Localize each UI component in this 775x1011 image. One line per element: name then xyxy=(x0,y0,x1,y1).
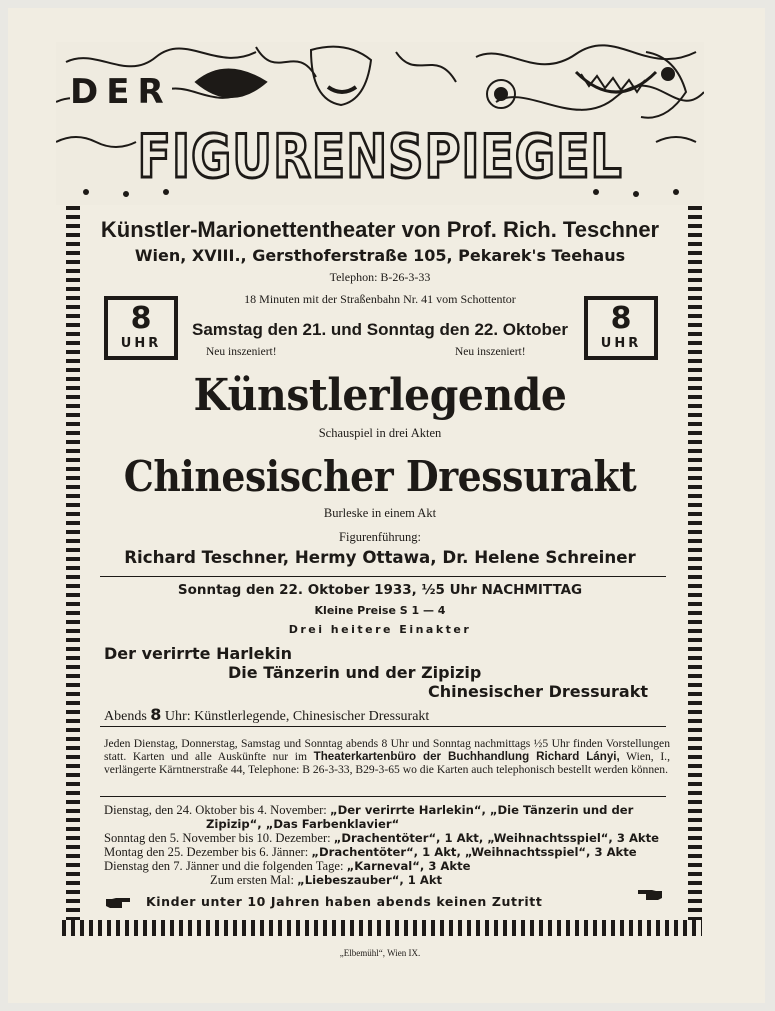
schedule-plays: „Das Farbenklavier“ xyxy=(265,817,400,831)
pointing-hand-right-icon xyxy=(104,897,132,909)
bottom-border-stripes xyxy=(62,920,702,936)
schedule-dates: Sonntag den 5. November bis 10. Dezember: xyxy=(104,831,334,845)
evening-prefix: Abends xyxy=(104,709,147,724)
matinee-heading: Drei heitere Einakter xyxy=(288,623,472,636)
schedule-plays: „Karneval“, 3 Akte xyxy=(346,859,471,873)
schedule-row xyxy=(104,846,637,860)
evening-rest: Uhr: Künstlerlegende, Chinesischer Dressurakt xyxy=(164,709,430,724)
evening-line xyxy=(104,705,429,725)
figures-label: Figurenführung: xyxy=(339,530,421,544)
info-text xyxy=(104,737,670,776)
divider-2 xyxy=(100,726,666,727)
info-text-2: Wien, I., verlängerte Kärntnerstraße 44, Telephone: B 26-3-33, B29-3-65 wo die Karten auch telephonisch bestellt werden können. xyxy=(104,750,670,776)
theater-address: Wien, XVIII., Gersthoferstraße 105, Pekarek's Teehaus xyxy=(134,246,626,265)
children-notice: Kinder unter 10 Jahren haben abends keinen Zutritt xyxy=(146,894,543,909)
theater-directions: 18 Minuten mit der Straßenbahn Nr. 41 vom Schottentor xyxy=(244,292,516,306)
performance-dates: Samstag den 21. und Sonntag den 22. Oktober xyxy=(192,320,568,339)
time-number: 8 xyxy=(610,301,632,336)
note-left: Neu inszeniert! xyxy=(206,346,277,358)
note-right: Neu inszeniert! xyxy=(455,346,526,358)
schedule-plays: „Drachentöter“, 1 Akt, „Weihnachtsspiel“, 3 Akte xyxy=(311,845,637,859)
header-title: FIGURENSPIEGEL xyxy=(137,122,623,192)
figures-names: Richard Teschner, Hermy Ottawa, Dr. Helene Schreiner xyxy=(124,548,636,568)
matinee-play-1: Der verirrte Harlekin xyxy=(104,644,293,663)
schedule-plays: „Der verirrte Harlekin“, „Die Tänzerin und der xyxy=(329,803,634,817)
matinee-play-2: Die Tänzerin und der Zipizip xyxy=(228,663,482,682)
schedule-plays: „Liebeszauber“, 1 Akt xyxy=(297,873,443,887)
play2-title: Chinesischer Dressurakt xyxy=(123,452,637,501)
matinee-prices: Kleine Preise S 1 — 4 xyxy=(314,604,446,617)
schedule-dates: Zum ersten Mal: xyxy=(210,873,298,887)
header-illustration xyxy=(56,42,704,205)
info-text-1: Jeden Dienstag, Donnerstag, Samstag und Sonntag abends 8 Uhr und Sonntag nachmittags ½5 Uhr finden Vorstellungen statt. Karten und alle Auskünfte nur im xyxy=(104,737,670,763)
pointing-hand-left-icon xyxy=(636,889,664,901)
theater-telephone: Telephon: B-26-3-33 xyxy=(329,270,431,284)
schedule-dates: Montag den 25. Dezember bis 6. Jänner: xyxy=(104,845,312,859)
schedule-row xyxy=(206,818,399,832)
header-der: DER xyxy=(70,72,172,112)
schedule-row xyxy=(104,860,471,874)
play2-subtitle: Burleske in einem Akt xyxy=(323,506,437,520)
divider-1 xyxy=(100,576,666,577)
schedule-dates: Dienstag den 7. Jänner und die folgenden Tage: xyxy=(104,859,347,873)
left-border-stripes xyxy=(66,206,80,920)
matinee-date: Sonntag den 22. Oktober 1933, ½5 Uhr NACHMITTAG xyxy=(177,582,583,598)
schedule-dates: Dienstag, den 24. Oktober bis 4. November: xyxy=(104,803,330,817)
schedule-row xyxy=(210,874,442,888)
time-number: 8 xyxy=(130,301,152,336)
schedule-dates: Zipizip“, xyxy=(206,817,266,831)
right-border-stripes xyxy=(688,206,702,920)
play1-title: Künstlerlegende xyxy=(193,370,567,421)
schedule-row xyxy=(104,804,633,818)
matinee-play-3: Chinesischer Dressurakt xyxy=(428,682,649,701)
printer-mark: „Elbemühl“, Wien IX. xyxy=(339,948,421,958)
schedule-row xyxy=(104,832,659,846)
evening-number: 8 xyxy=(150,705,162,724)
divider-3 xyxy=(100,796,666,797)
time-label: UHR xyxy=(600,336,642,351)
play1-subtitle: Schauspiel in drei Akten xyxy=(318,426,442,440)
theater-name: Künstler-Marionettentheater von Prof. Rich. Teschner xyxy=(100,217,660,242)
time-label: UHR xyxy=(120,336,162,351)
info-text-bold: Theaterkartenbüro der Buchhandlung Richard Lányi, xyxy=(313,750,620,763)
schedule-plays: „Drachentöter“, 1 Akt, „Weihnachtsspiel“, 3 Akte xyxy=(333,831,660,845)
